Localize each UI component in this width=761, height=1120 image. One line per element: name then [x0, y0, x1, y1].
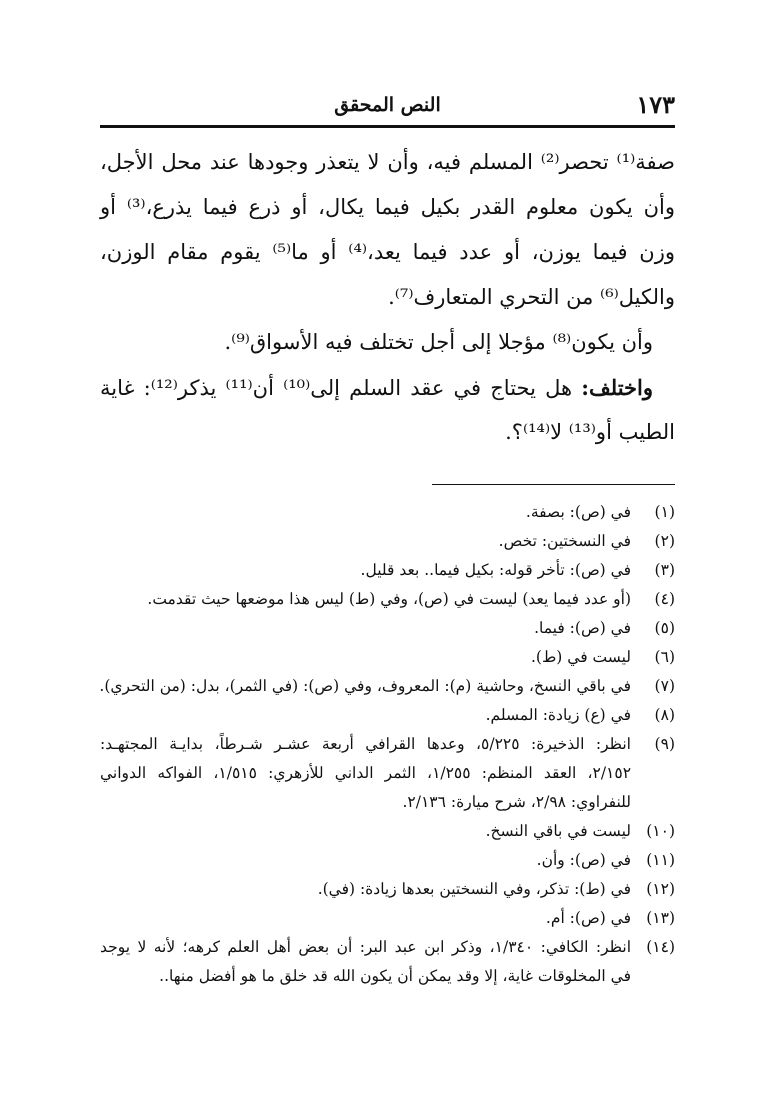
text-line: الطيب أو⁽¹³⁾ لا⁽¹⁴⁾؟. [505, 420, 675, 444]
footnote-text [100, 527, 631, 556]
footnote-text [99, 672, 631, 701]
footnote-text [100, 498, 631, 527]
footnote-line: للنفراوي: ٢/٩٨، شرح ميارة: ٢/١٣٦. [402, 793, 631, 811]
footnote [100, 527, 675, 556]
footnotes [100, 498, 675, 991]
footnote-line: (أو عدد فيما يعد) ليست في (ص)، وفي (ط) ليس هذا موضعها حيث تقدمت. [147, 590, 631, 608]
footnote-line: في النسختين: تخص. [498, 532, 631, 550]
footnote-number: (٥) [654, 619, 675, 637]
footnote [100, 846, 675, 875]
footnote [100, 672, 675, 701]
footnote-number: (٦) [654, 648, 675, 666]
footnote-number: (٢) [654, 532, 675, 550]
footnote-text [100, 643, 631, 672]
footnote [100, 933, 675, 991]
footnote-text [100, 585, 631, 614]
page-header [100, 90, 675, 120]
footnote-line: في (ط): تذكر، وفي النسختين بعدها زيادة: (في). [317, 880, 631, 898]
main-text [100, 140, 675, 455]
footnote-line: انظر: الذخيرة: ٥/٢٢٥، وعدها القرافي أربعة عشـر شـرطاً، بدايـة المجتهـد: [100, 735, 631, 753]
footnote-line: في (ص): بصفة. [525, 503, 631, 521]
footnote [100, 817, 675, 846]
footnote-separator [432, 484, 675, 485]
header-rule [100, 125, 675, 128]
text-line [100, 365, 675, 410]
footnote-line: ٢/١٥٢، العقد المنظم: ١/٢٥٥، الثمر الداني للأزهري: ١/٥١٥، الفواكه الدواني [100, 764, 632, 782]
footnote-line: في (ص): وأن. [536, 851, 631, 869]
footnote-number: (١١) [646, 851, 675, 869]
footnote [100, 585, 675, 614]
paragraph-1 [100, 140, 675, 320]
footnote-text [100, 875, 631, 904]
footnote-line: في (ص): أم. [545, 909, 631, 927]
footnote-line: في (ع) زيادة: المسلم. [485, 706, 631, 724]
footnote [100, 875, 675, 904]
text-run: هل يحتاج في عقد السلم إلى⁽¹⁰⁾ أن⁽¹¹⁾ يذكر⁽¹²⁾: غاية [100, 376, 582, 400]
footnote-number: (١٣) [646, 909, 675, 927]
footnote-line: انظر: الكافي: ١/٣٤٠، وذكر ابن عبد البر: أن بعض أهل العلم كرهه؛ لأنه لا يوجد [100, 938, 632, 956]
footnote [100, 643, 675, 672]
text-line: وأن يكون⁽⁸⁾ مؤجلا إلى أجل تختلف فيه الأسواق⁽⁹⁾. [224, 330, 653, 354]
footnote [100, 556, 675, 585]
footnote-number: (١٢) [646, 880, 675, 898]
footnote [100, 498, 675, 527]
footnote-text [100, 904, 631, 933]
footnote-line: ليست في (ط). [531, 648, 631, 666]
running-title: النص المحقق [334, 94, 441, 116]
footnote-number: (٣) [654, 561, 675, 579]
footnote-text [100, 556, 631, 585]
text-line: صفة⁽¹⁾ تحصر⁽²⁾ المسلم فيه، وأن لا يتعذر وجودها عند محل الأجل، [100, 150, 675, 174]
text-line: وأن يكون معلوم القدر بكيل فيما يكال، أو ذرع فيما يذرع،⁽³⁾ أو [100, 195, 675, 219]
footnote-number: (٨) [654, 706, 675, 724]
paragraph-2 [100, 320, 675, 365]
page-number: ١٧٣ [636, 90, 675, 119]
footnote-text [100, 933, 631, 991]
footnote-number: (١٤) [646, 938, 675, 956]
footnote [100, 904, 675, 933]
footnote-number: (٩) [654, 735, 675, 753]
footnote-line: في باقي النسخ، وحاشية (م): المعروف، وفي (ص): (في الثمر)، بدل: (من التحري). [99, 677, 631, 695]
text-line: وزن فيما يوزن، أو عدد فيما يعد،⁽⁴⁾ أو ما⁽⁵⁾ يقوم مقام الوزن، [100, 240, 675, 264]
footnote-text [100, 701, 631, 730]
footnote-line: في المخلوقات غاية، إلا وقد يمكن أن يكون الله قد خلق ما هو أفضل منها.. [159, 967, 631, 985]
footnote-number: (١) [654, 503, 675, 521]
footnote [100, 730, 675, 817]
footnote-line: ليست في باقي النسخ. [485, 822, 631, 840]
bold-lead-word: واختلف: [581, 375, 653, 400]
footnote [100, 701, 675, 730]
footnote-line: في (ص): تأخر قوله: بكيل فيما.. بعد قليل. [360, 561, 631, 579]
footnote-text [100, 614, 631, 643]
footnote-line: في (ص): فيما. [534, 619, 631, 637]
footnote-number: (١٠) [646, 822, 675, 840]
footnote-text [100, 817, 631, 846]
footnote-number: (٤) [654, 590, 675, 608]
text-line: والكيل⁽⁶⁾ من التحري المتعارف⁽⁷⁾. [388, 285, 675, 309]
footnote-number: (٧) [654, 677, 675, 695]
footnote-text [100, 846, 631, 875]
footnote [100, 614, 675, 643]
paragraph-3 [100, 365, 675, 455]
footnote-text [100, 730, 631, 817]
